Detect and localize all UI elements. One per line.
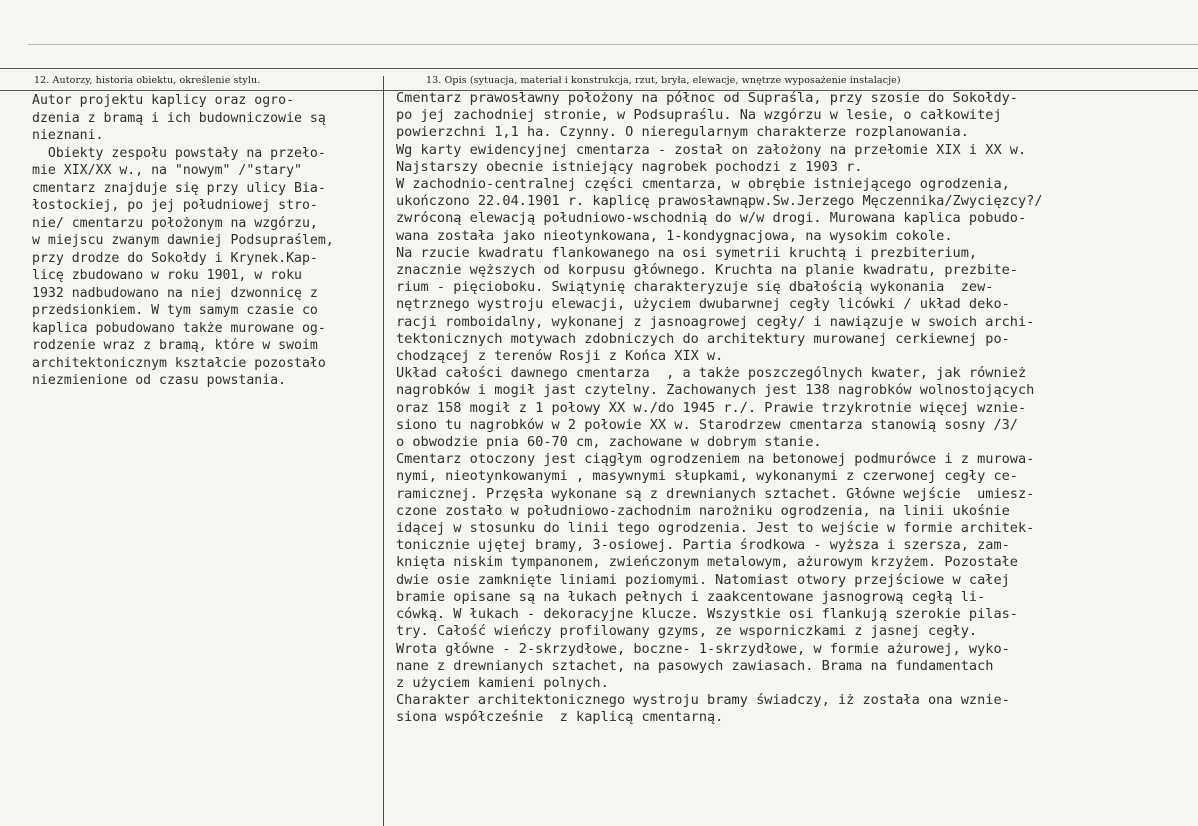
text-line: knięta niskim tympanonem, zwieńczonym metalowym, ażurowym krzyżem. Pozostałe: [396, 554, 1018, 571]
text-line: nętrznego wystroju elewacji, użyciem dwubarwnej cegły licówki / układ deko-: [396, 296, 1010, 313]
text-line: tektonicznych motywach zdobniczych do architektury murowanej cerkiewnej po-: [396, 330, 1010, 347]
text-line: rodzenie wraz z bramą, które w swoim: [32, 338, 318, 353]
text-line: wana została jako nieotynkowana, 1-kondygnacjowa, na wysokim cokole.: [396, 227, 953, 244]
text-line: oraz 158 mogił z 1 połowy XX w./do 1945 r./. Prawie trzykrotnie więcej wznie-: [396, 399, 1027, 416]
text-line: siono tu nagrobków w 2 połowie XX w. Starodrzew cmentarza stanowią sosny /3/: [396, 416, 1018, 433]
text-line: nieznani.: [32, 128, 104, 143]
text-line: kaplica pobudowano także murowane og-: [32, 320, 326, 336]
text-line: Obiekty zespołu powstały na przeło-: [32, 145, 326, 161]
text-line: Układ całości dawnego cmentarza , a także poszczególnych kwater, jak również: [396, 365, 1027, 382]
text-line: Autor projektu kaplicy oraz ogro-: [32, 93, 295, 108]
text-line: W zachodnio-centralnej części cmentarza, w obrębie istniejącego ogrodzenia,: [396, 176, 1010, 193]
text-line: ukończono 22.04.1901 r. kaplicę prawosławnąpw.Sw.Jerzego Męczennika/Zwycięzcy?/: [396, 193, 1043, 210]
text-line: Na rzucie kwadratu flankowanego na osi symetrii kruchtą i prezbiterium,: [396, 244, 978, 261]
text-line: przy drodze do Sokołdy i Krynek.Kap-: [32, 250, 318, 266]
text-line: nagrobków i mogił jast czytelny. Zachowanych jest 138 nagrobków wolnostojących: [396, 382, 1035, 399]
text-line: rium - pięcioboku. Swiątynię charakteryzuje się dbałością wykonania zew-: [396, 279, 994, 296]
text-line: try. Całość wieńczy profilowany gzyms, ze wsporniczkami z jasnej cegły.: [396, 623, 978, 640]
text-line: Najstarszy obecnie istniejący nagrobek pochodzi z 1903 r.: [396, 158, 863, 175]
text-line: Cmentarz otoczony jest ciągłym ogrodzeniem na betonowej podmurówce i z murowa-: [396, 451, 1035, 468]
text-line: licę zbudowano w roku 1901, w roku: [32, 268, 302, 283]
text-line: Charakter architektonicznego wystroju bramy świadczy, iż została ona wznie-: [396, 692, 1010, 709]
text-line: nie/ cmentarzu położonym na wzgórzu,: [32, 215, 318, 231]
text-line: przedsionkiem. W tym samym czasie co: [32, 303, 318, 318]
column-divider: [383, 76, 384, 826]
section-12-header: 12. Autorzy, historia obiektu, określenie stylu.: [34, 75, 261, 86]
text-line: tonicznie ujętej bramy, 3-osiowej. Partia środkowa - wyższa i szersza, zam-: [396, 537, 1010, 554]
text-line: racji romboidalny, wykonanej z jasnoagrowej cegły/ i nawiązuje w swoich archi-: [396, 313, 1035, 330]
text-line: po jej zachodniej stronie, w Podsupraślu. Na wzgórzu w lesie, o całkowitej: [396, 107, 1002, 124]
text-line: czone zostało w południowo-zachodnim narożniku ogrodzenia, na linii ukośnie: [396, 502, 1010, 519]
text-line: niezmienione od czasu powstania.: [32, 373, 287, 388]
text-line: cmentarz znajduje się przy ulicy Bia-: [32, 180, 326, 196]
text-line: chodzącej z terenów Rosji z Końca XIX w.: [396, 348, 724, 365]
text-line: o obwodzie pnia 60-70 cm, zachowane w dobrym stanie.: [396, 434, 822, 451]
text-line: bramie opisane są na łukach pełnych i zaakcentowane jasnogrową cegłą li-: [396, 588, 986, 605]
top-rule: [28, 44, 1198, 45]
authors-history-text: [32, 92, 380, 390]
header-rule-top: [0, 68, 1198, 69]
description-text: [396, 90, 1192, 727]
text-line: dzenia z bramą i ich budowniczowie są: [32, 110, 326, 126]
text-line: cówką. W łukach - dekoracyjne klucze. Wszystkie osi flankują szerokie pilas-: [396, 606, 1018, 623]
text-line: zwróconą elewacją południowo-wschodnią do w/w drogi. Murowana kaplica pobudo-: [396, 210, 1027, 227]
text-line: łostockiej, po jej południowej stro-: [32, 198, 318, 213]
text-line: powierzchni 1,1 ha. Czynny. O nieregularnym charakterze rozplanowania.: [396, 124, 969, 141]
text-line: idącej w stosunku do linii tego ogrodzenia. Jest to wejście w formie architek-: [396, 520, 1035, 537]
text-line: Wrota główne - 2-skrzydłowe, boczne- 1-skrzydłowe, w formie ażurowej, wyko-: [396, 640, 1010, 657]
text-line: w miejscu zwanym dawniej Podsupraślem,: [32, 233, 334, 248]
text-line: Wg karty ewidencyjnej cmentarza - został on założony na przełomie XIX i XX w.: [396, 141, 1027, 158]
text-line: 1932 nadbudowano na niej dzwonnicę z: [32, 285, 318, 301]
text-line: Cmentarz prawosławny położony na północ od Supraśla, przy szosie do Sokołdy-: [396, 90, 1018, 106]
text-line: architektonicznym kształcie pozostało: [32, 355, 326, 371]
text-line: znacznie węższych od korpusu głównego. Kruchta na planie kwadratu, prezbite-: [396, 262, 1018, 279]
text-line: z użyciem kamieni polnych.: [396, 674, 609, 691]
section-13-header: 13. Opis (sytuacja, materiał i konstrukcja, rzut, bryła, elewacje, wnętrze wyposażenie instalacje): [426, 75, 901, 86]
text-line: siona współcześnie z kaplicą cmentarną.: [396, 709, 724, 726]
text-line: mie XIX/XX w., na "nowym" /"stary": [32, 163, 302, 178]
text-line: nane z drewnianych sztachet, na pasowych zawiasach. Brama na fundamentach: [396, 657, 994, 674]
text-line: ramicznej. Przęsła wykonane są z drewnianych sztachet. Główne wejście umiesz-: [396, 485, 1035, 502]
text-line: nymi, nieotynkowanymi , masywnymi słupkami, wykonanymi z czerwonej cegły ce-: [396, 468, 1018, 485]
text-line: dwie osie zamknięte liniami poziomymi. Natomiast otwory przejściowe w całej: [396, 571, 1010, 588]
